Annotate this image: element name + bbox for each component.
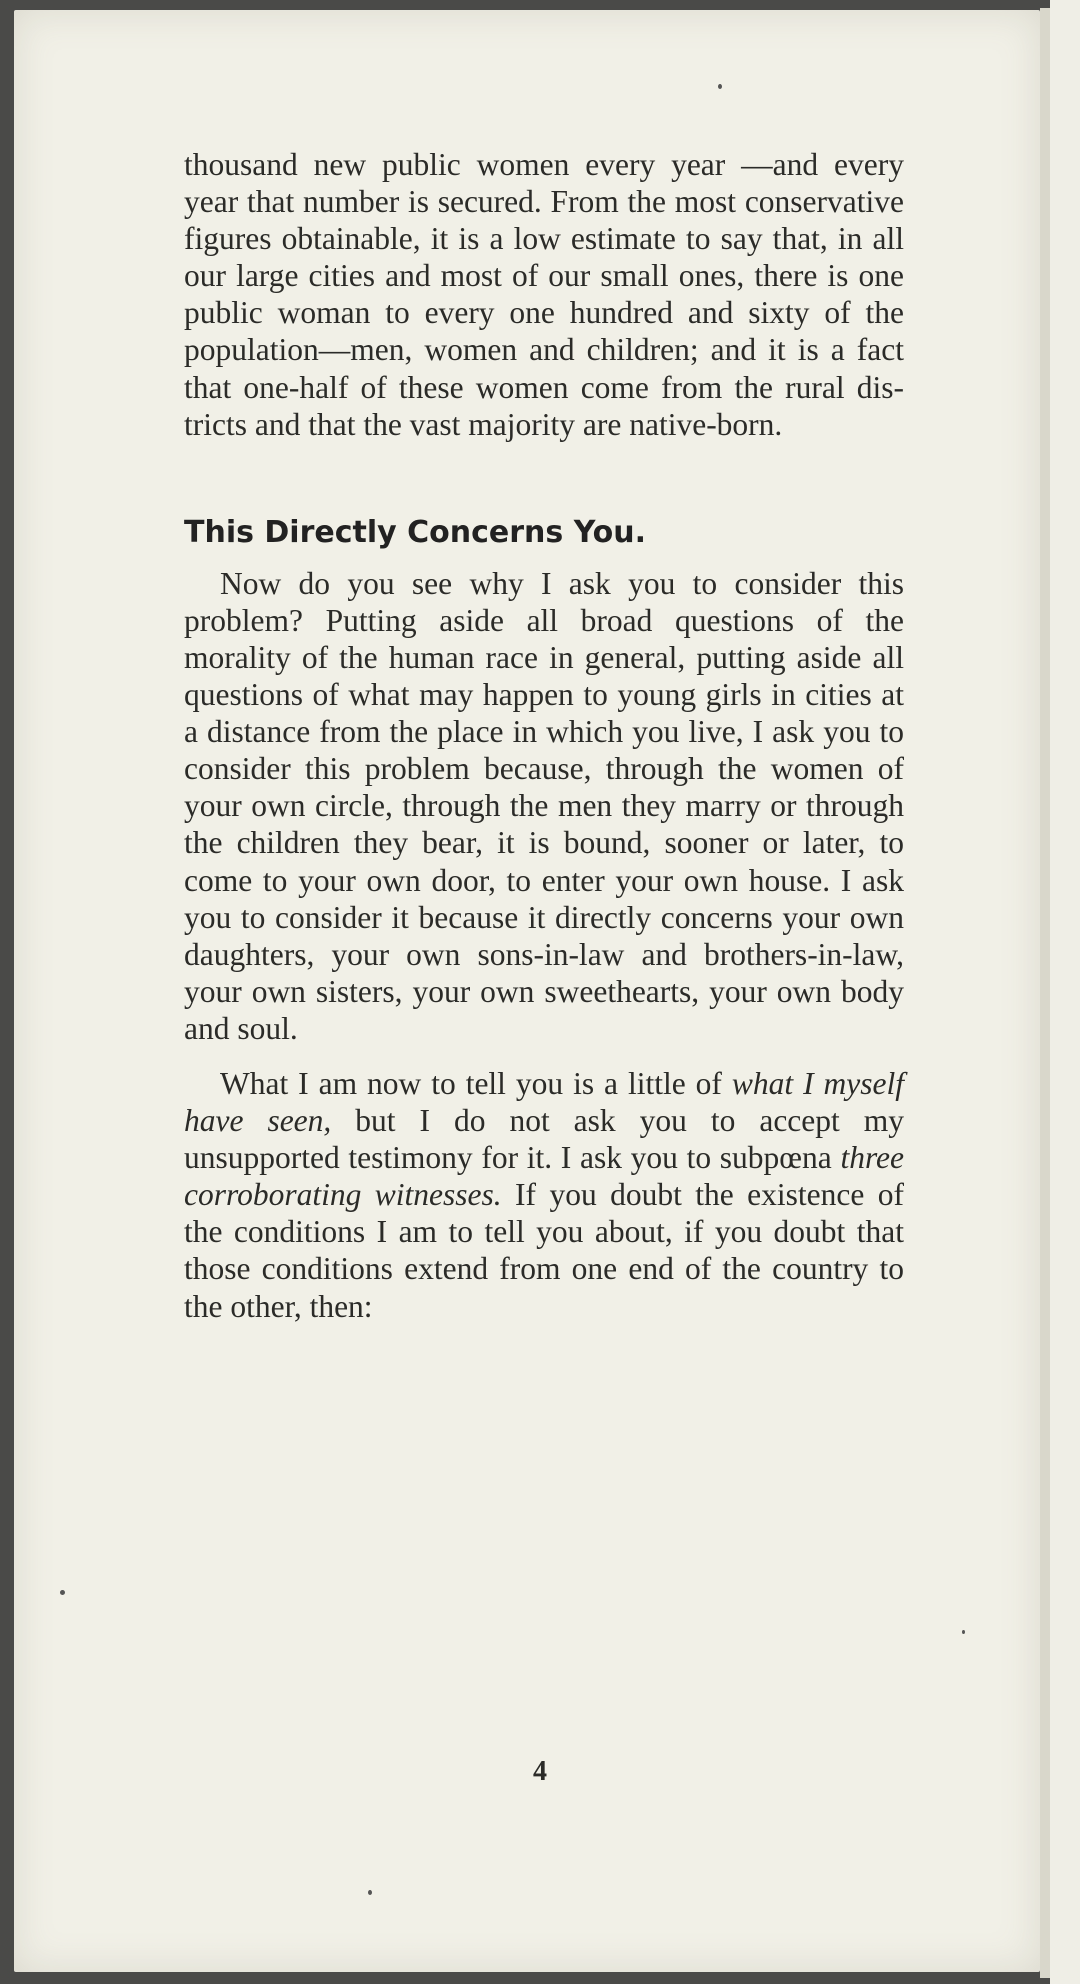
italic-phrase: what I myself have seen, <box>184 1065 904 1139</box>
paragraph-3-text: What I am now to tell you is a little of <box>220 1065 732 1101</box>
page-body <box>184 146 904 1325</box>
paragraph-1: thousand new public women every year —and every year that number is secured. From the most conservative figures obtainable, it is a low estimate to say that, in all our large cities and most of our small ones, there is one public woman to every one hundred and sixty of the population—men, women and children; and it is a fact that one-half of these women come from the rural districts and that the vast majority are native-born. <box>184 147 904 442</box>
italic-phrase: three corroborating witnesses. <box>184 1140 904 1213</box>
page-edge <box>1040 8 1050 1978</box>
paper-speck <box>368 1890 372 1895</box>
paragraph-2: Now do you see why I ask you to consider this problem? Putting aside all broad questions of the morality of the human race in general, putting aside all questions of what may happen to young girls in cities at a distance from the place in which you live, I ask you to consider this problem because, through the women of your own circle, through the men they marry or through the children they bear, it is bound, sooner or later, to come to your own door, to enter your own house. I ask you to consider it because it directly concerns your own daughters, your own sons-in-law and brothers-in-law, your own sisters, your own sweethearts, your own body and soul. <box>184 565 904 1046</box>
paragraph-3 <box>184 1065 904 1325</box>
paper-speck <box>718 84 722 89</box>
section-heading: This Directly Concerns You. <box>184 514 647 550</box>
paragraph-3-text: but I do not ask you to accept my unsupported testimony for it. I ask you to subpœna <box>184 1103 904 1176</box>
paper-speck <box>962 1630 965 1634</box>
paper-speck <box>60 1590 65 1595</box>
paragraph-3-text: If you doubt the existence of the conditions I am to tell you about, if you doubt that those conditions extend from one end of the country to the other, then: <box>184 1177 905 1324</box>
next-page-strip <box>1050 0 1080 1984</box>
page-number: 4 <box>533 1756 547 1787</box>
